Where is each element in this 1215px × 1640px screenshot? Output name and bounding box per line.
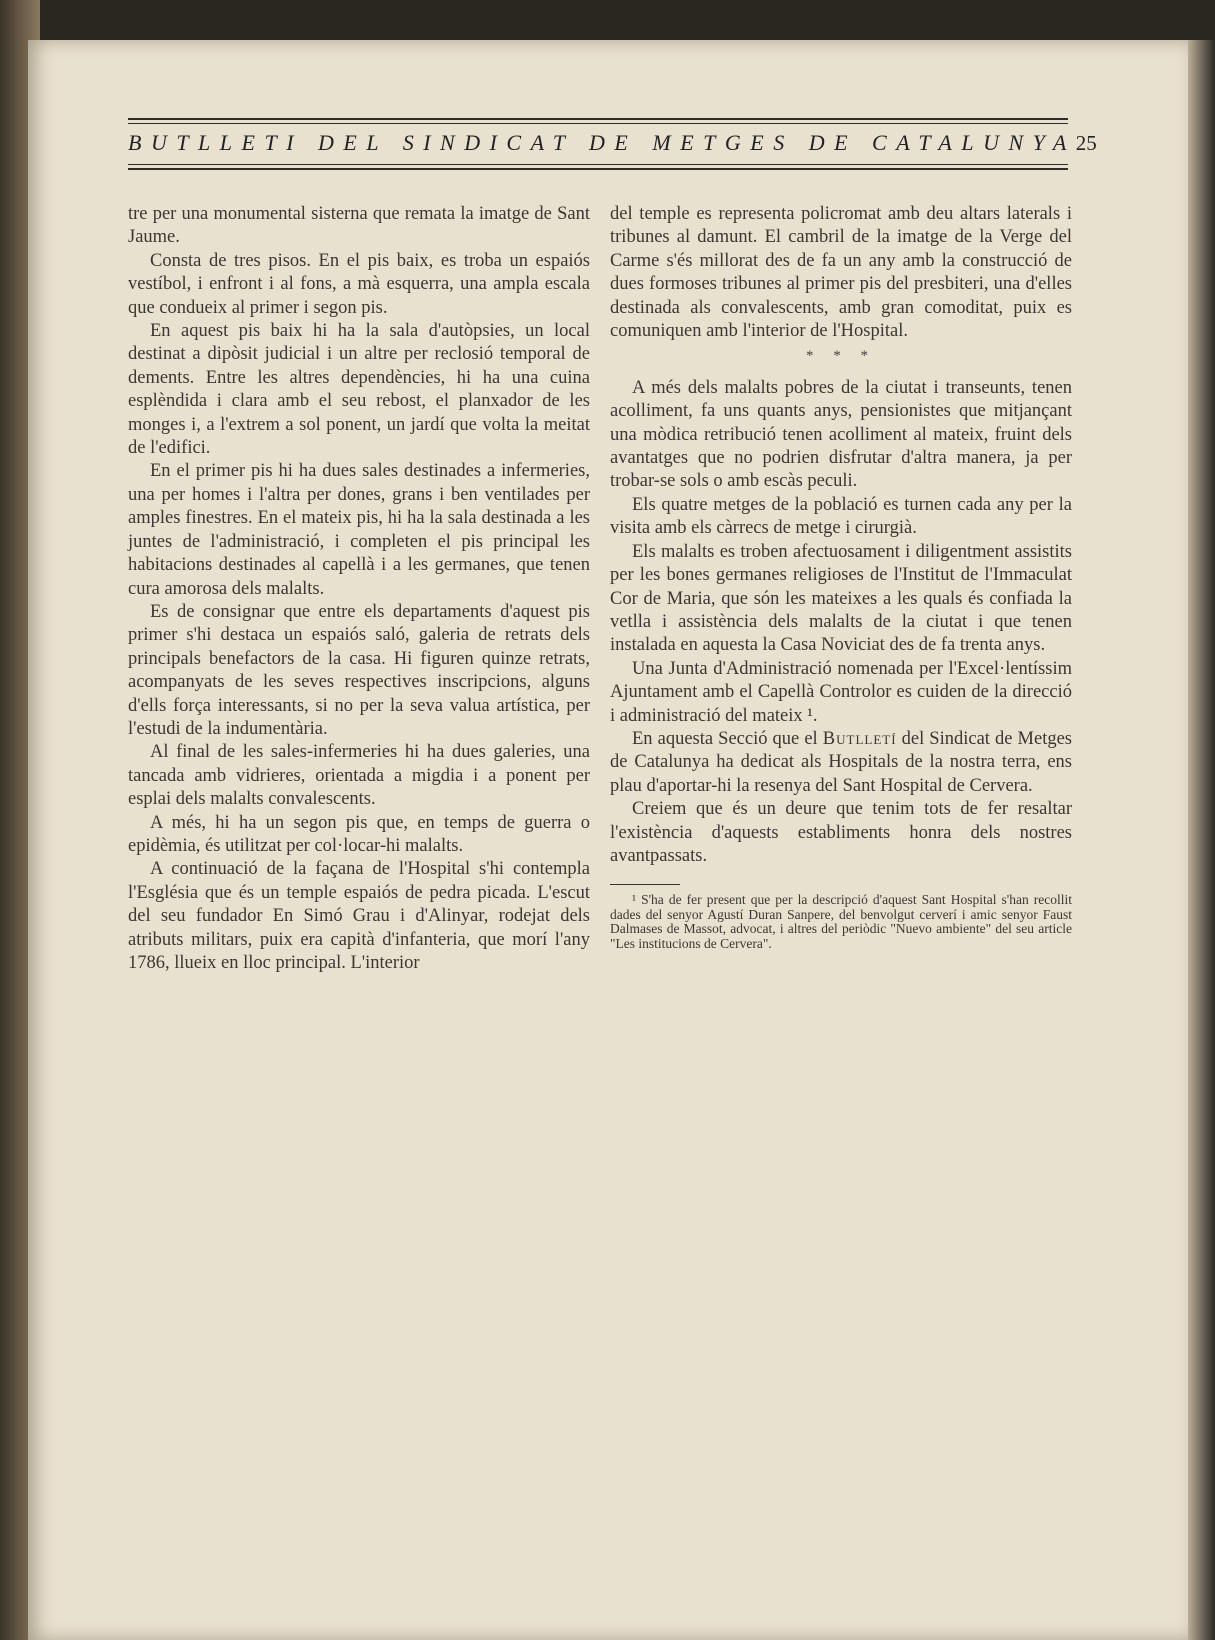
text-run: En aquesta Secció que el	[632, 728, 823, 749]
footnote: ¹ S'ha de fer present que per la descripció d'aquest Sant Hospital s'han recollit dades del senyor Agustí Duran Sanpere, del benvolgut cerverí i amic senyor Faust Dalmases de Massot, advocat, i altres del periòdic "Nuevo ambiente" del seu article "Les institucions de Cervera".	[610, 892, 1072, 951]
paragraph: Es de consignar que entre els departaments d'aquest pis primer s'hi destaca un espaiós saló, galeria de retrats dels principals benefactors de la casa. Hi figuren quinze retrats, acompanyats de les seves respectives inscripcions, alguns d'ells força interessants, si no per la seva valua artística, per l'estudi de la indumentària.	[128, 601, 590, 739]
paragraph: Creiem que és un deure que tenim tots de fer resaltar l'existència d'aquests establiments honra dels nostres avantpassats.	[610, 799, 1072, 866]
journal-name-smallcaps: Butlletí	[822, 728, 897, 749]
paragraph: tre per una monumental sisterna que remata la imatge de Sant Jaume.	[128, 204, 590, 248]
paragraph: A més dels malalts pobres de la ciutat i transeunts, tenen acolliment, fa uns quants anys, pensionistes que mitjançant una mòdica retribució tenen acolliment al mateix, fruint dels avantatges que no podrien disfrutar d'altra manera, ja per trobar-se sols o amb escàs peculi.	[610, 377, 1072, 492]
paragraph: Consta de tres pisos. En el pis baix, es troba un espaiós vestíbol, i enfront i al fons, a mà esquerra, una ampla escala que condueix al primer i segon pis.	[128, 250, 590, 318]
scan-border-right	[1188, 40, 1215, 1640]
text-run: del Sindicat de Metges de Catalunya ha dedicat als Hospitals de la nostra terra, ens plau d'aportar-hi la resenya del Sant Hospital de Cervera.	[610, 728, 1072, 796]
paragraph: Els malalts es troben afectuosament i diligentment assistits per les bones germanes religioses de l'Institut de l'Immaculat Cor de Maria, que són les mateixes a les quals és confiada la vetlla i assistència dels malalts de la ciutat i que tenen instalada en aquesta la Casa Noviciat des de fa trenta anys.	[610, 541, 1072, 656]
header-rule-top-thin	[128, 123, 1068, 124]
right-column	[610, 203, 1072, 951]
left-column	[128, 203, 590, 975]
paragraph: Una Junta d'Administració nomenada per l'Excel·lentíssim Ajuntament amb el Capellà Controlor es cuiden de la direcció i administració del mateix ¹.	[610, 658, 1072, 726]
page-number: 25	[1075, 131, 1097, 155]
paragraph: del temple es representa policromat amb deu altars laterals i tribunes al damunt. El cambril de la imatge de la Verge del Carme s'és millorat des de fa un any amb la construcció de dues formoses tribunes al primer pis del presbiteri, una d'elles destinada als convalescents, amb gran comoditat, puix es comuniquen amb l'interior de l'Hospital.	[610, 204, 1072, 342]
paragraph: Al final de les sales-infermeries hi ha dues galeries, una tancada amb vidrieres, orientada a migdia i a ponent per esplai dels malalts convalescents.	[128, 742, 590, 810]
paragraph: En aquest pis baix hi ha la sala d'autòpsies, un local destinat a dipòsit judicial i un altre per reclosió temporal de dements. Entre les altres dependències, hi ha una cuina esplèndida i clara amb el seu rebost, el planxador de les monges i, a l'extrem a sol ponent, un jardí que volta la meitat de l'edifici.	[128, 321, 590, 459]
header-rule-top	[128, 118, 1068, 120]
paragraph: En el primer pis hi ha dues sales destinades a infermeries, una per homes i l'altra per dones, grans i ben ventilades per amples finestres. En el mateix pis, hi ha la sala destinada a les juntes de l'administració, i completen el pis principal les habitacions destinades al capellà i a les germanes, que tenen cura amorosa dels malalts.	[128, 461, 590, 599]
paragraph	[610, 728, 1072, 798]
paragraph: A continuació de la façana de l'Hospital s'hi contempla l'Església que és un temple espaiós de pedra picada. L'escut del seu fundador En Simó Grau i d'Alinyar, rodejat dels atributs militars, puix era capità d'infanteria, que morí l'any 1786, llueix en lloc principal. L'interior	[128, 859, 590, 973]
header-row	[128, 130, 1097, 156]
footnote-rule	[610, 884, 680, 885]
journal-title: BUTLLETI DEL SINDICAT DE METGES DE CATALUNYA	[128, 130, 1076, 155]
paragraph: A més, hi ha un segon pis que, en temps de guerra o epidèmia, és utilitzat per col·locar-hi malalts.	[128, 812, 590, 856]
section-separator: * * *	[806, 348, 876, 365]
header-rule-bottom-thin	[128, 164, 1068, 165]
header-rule-bottom	[128, 168, 1068, 170]
running-header	[128, 118, 1097, 173]
paragraph: Els quatre metges de la població es turnen cada any per la visita amb els càrrecs de metge i cirurgià.	[610, 494, 1072, 539]
